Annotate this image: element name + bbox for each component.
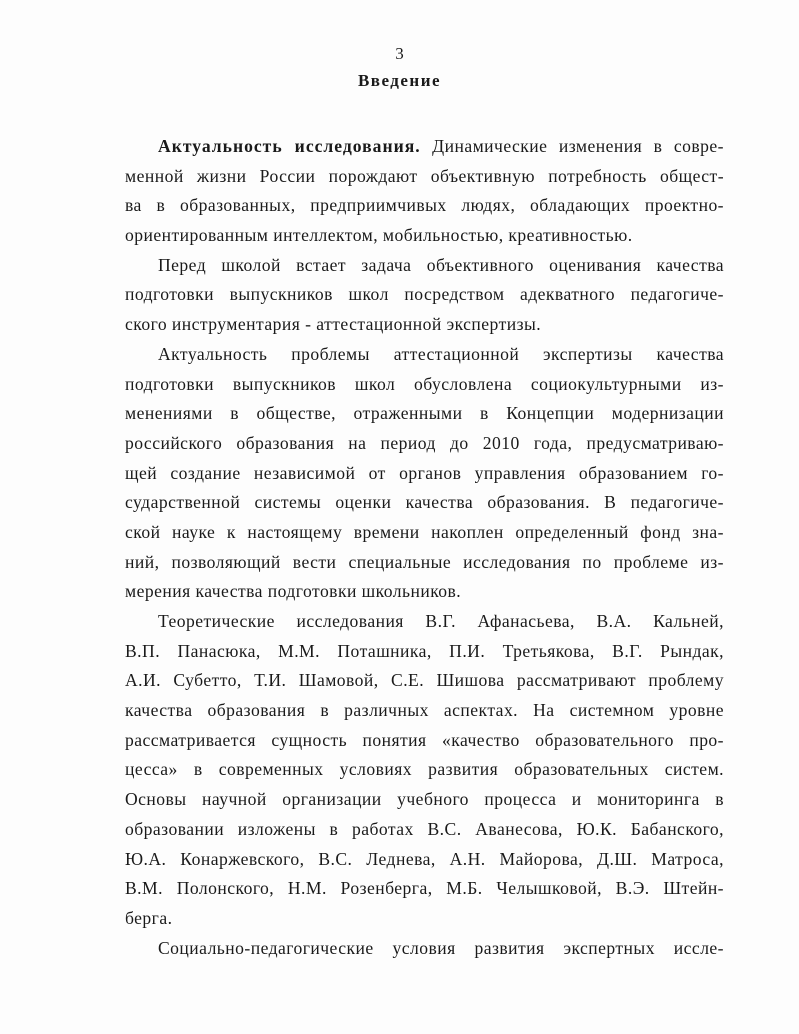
text-line xyxy=(125,459,724,489)
text-line xyxy=(125,696,724,726)
text-line xyxy=(125,726,724,756)
text-line xyxy=(125,488,724,518)
text-line xyxy=(125,280,724,310)
text-line xyxy=(125,340,724,370)
text-line xyxy=(125,934,724,964)
text-line xyxy=(125,607,724,637)
line-text: Основы научной организации учебного процесса и мониторинга в xyxy=(125,789,724,810)
line-text: берга. xyxy=(125,907,173,928)
text-line xyxy=(125,785,724,815)
text-line xyxy=(125,310,724,340)
paragraph xyxy=(125,132,724,251)
line-text: ориентированным интеллектом, мобильностью, креативностью. xyxy=(125,225,633,246)
line-text: образовании изложены в работах В.С. Аванесова, Ю.К. Бабанского, xyxy=(125,818,724,839)
line-text: ского инструментария - аттестационной экспертизы. xyxy=(125,314,542,335)
text-line xyxy=(125,637,724,667)
line-text: рассматривается сущность понятия «качество образовательного про- xyxy=(125,729,724,750)
line-text: подготовки выпускников школ обусловлена социокультурными из- xyxy=(125,373,724,394)
line-text: Ю.А. Конаржевского, В.С. Леднева, А.Н. Майорова, Д.Ш. Матроса, xyxy=(125,848,724,869)
text-line xyxy=(125,251,724,281)
line-text: В.М. Полонского, Н.М. Розенберга, М.Б. Челышковой, В.Э. Штейн- xyxy=(125,878,724,899)
text-line xyxy=(125,518,724,548)
text-line xyxy=(125,162,724,192)
line-text: Социально-педагогические условия развития экспертных иссле- xyxy=(158,937,724,958)
text-line xyxy=(125,548,724,578)
line-text: качества образования в различных аспектах. На системном уровне xyxy=(125,700,724,721)
body-text xyxy=(125,132,724,963)
text-line xyxy=(125,755,724,785)
line-text: ской науке к настоящему времени накоплен определенный фонд зна- xyxy=(125,521,724,542)
line-text: менениями в обществе, отраженными в Концепции модернизации xyxy=(125,403,724,424)
line-text: Актуальность проблемы аттестационной экспертизы качества xyxy=(158,343,724,364)
text-line xyxy=(125,191,724,221)
paragraph xyxy=(125,340,724,607)
lead-bold-phrase: Актуальность исследования. xyxy=(158,136,421,156)
line-text: щей создание независимой от органов управления образованием го- xyxy=(125,462,724,483)
text-line xyxy=(125,874,724,904)
line-text: Перед школой встает задача объективного оценивания качества xyxy=(158,254,724,275)
line-text: мерения качества подготовки школьников. xyxy=(125,581,462,602)
line-text: цесса» в современных условиях развития образовательных систем. xyxy=(125,759,724,780)
paragraph xyxy=(125,607,724,934)
text-line xyxy=(125,904,724,934)
text-line xyxy=(125,666,724,696)
line-text: Теоретические исследования В.Г. Афанасьева, В.А. Кальней, xyxy=(158,611,724,631)
paragraph xyxy=(125,934,724,964)
section-heading: Введение xyxy=(357,71,442,90)
line-text: подготовки выпускников школ посредством адекватного педагогиче- xyxy=(125,284,724,305)
text-line xyxy=(125,577,724,607)
line-text: ний, позволяющий вести специальные исследования по проблеме из- xyxy=(125,551,724,572)
line-text: сударственной системы оценки качества образования. В педагогиче- xyxy=(125,492,724,513)
text-line xyxy=(125,399,724,429)
text-line xyxy=(125,429,724,459)
text-line xyxy=(125,845,724,875)
text-line xyxy=(125,815,724,845)
text-line xyxy=(125,370,724,400)
line-text: менной жизни России порождают объективную потребность общест- xyxy=(125,165,724,186)
text-line xyxy=(125,132,724,162)
line-text: В.П. Панасюка, М.М. Поташника, П.И. Третьякова, В.Г. Рындак, xyxy=(125,640,724,661)
line-text: ва в образованных, предприимчивых людях, обладающих проектно- xyxy=(125,195,724,216)
line-text: А.И. Субетто, Т.И. Шамовой, С.Е. Шишова рассматривают проблему xyxy=(125,670,724,691)
line-text: Динамические изменения в совре- xyxy=(420,136,724,156)
line-text: российского образования на период до 2010 года, предусматриваю- xyxy=(125,432,724,453)
text-line xyxy=(125,221,724,251)
paragraph xyxy=(125,251,724,340)
page-number: 3 xyxy=(395,44,404,63)
